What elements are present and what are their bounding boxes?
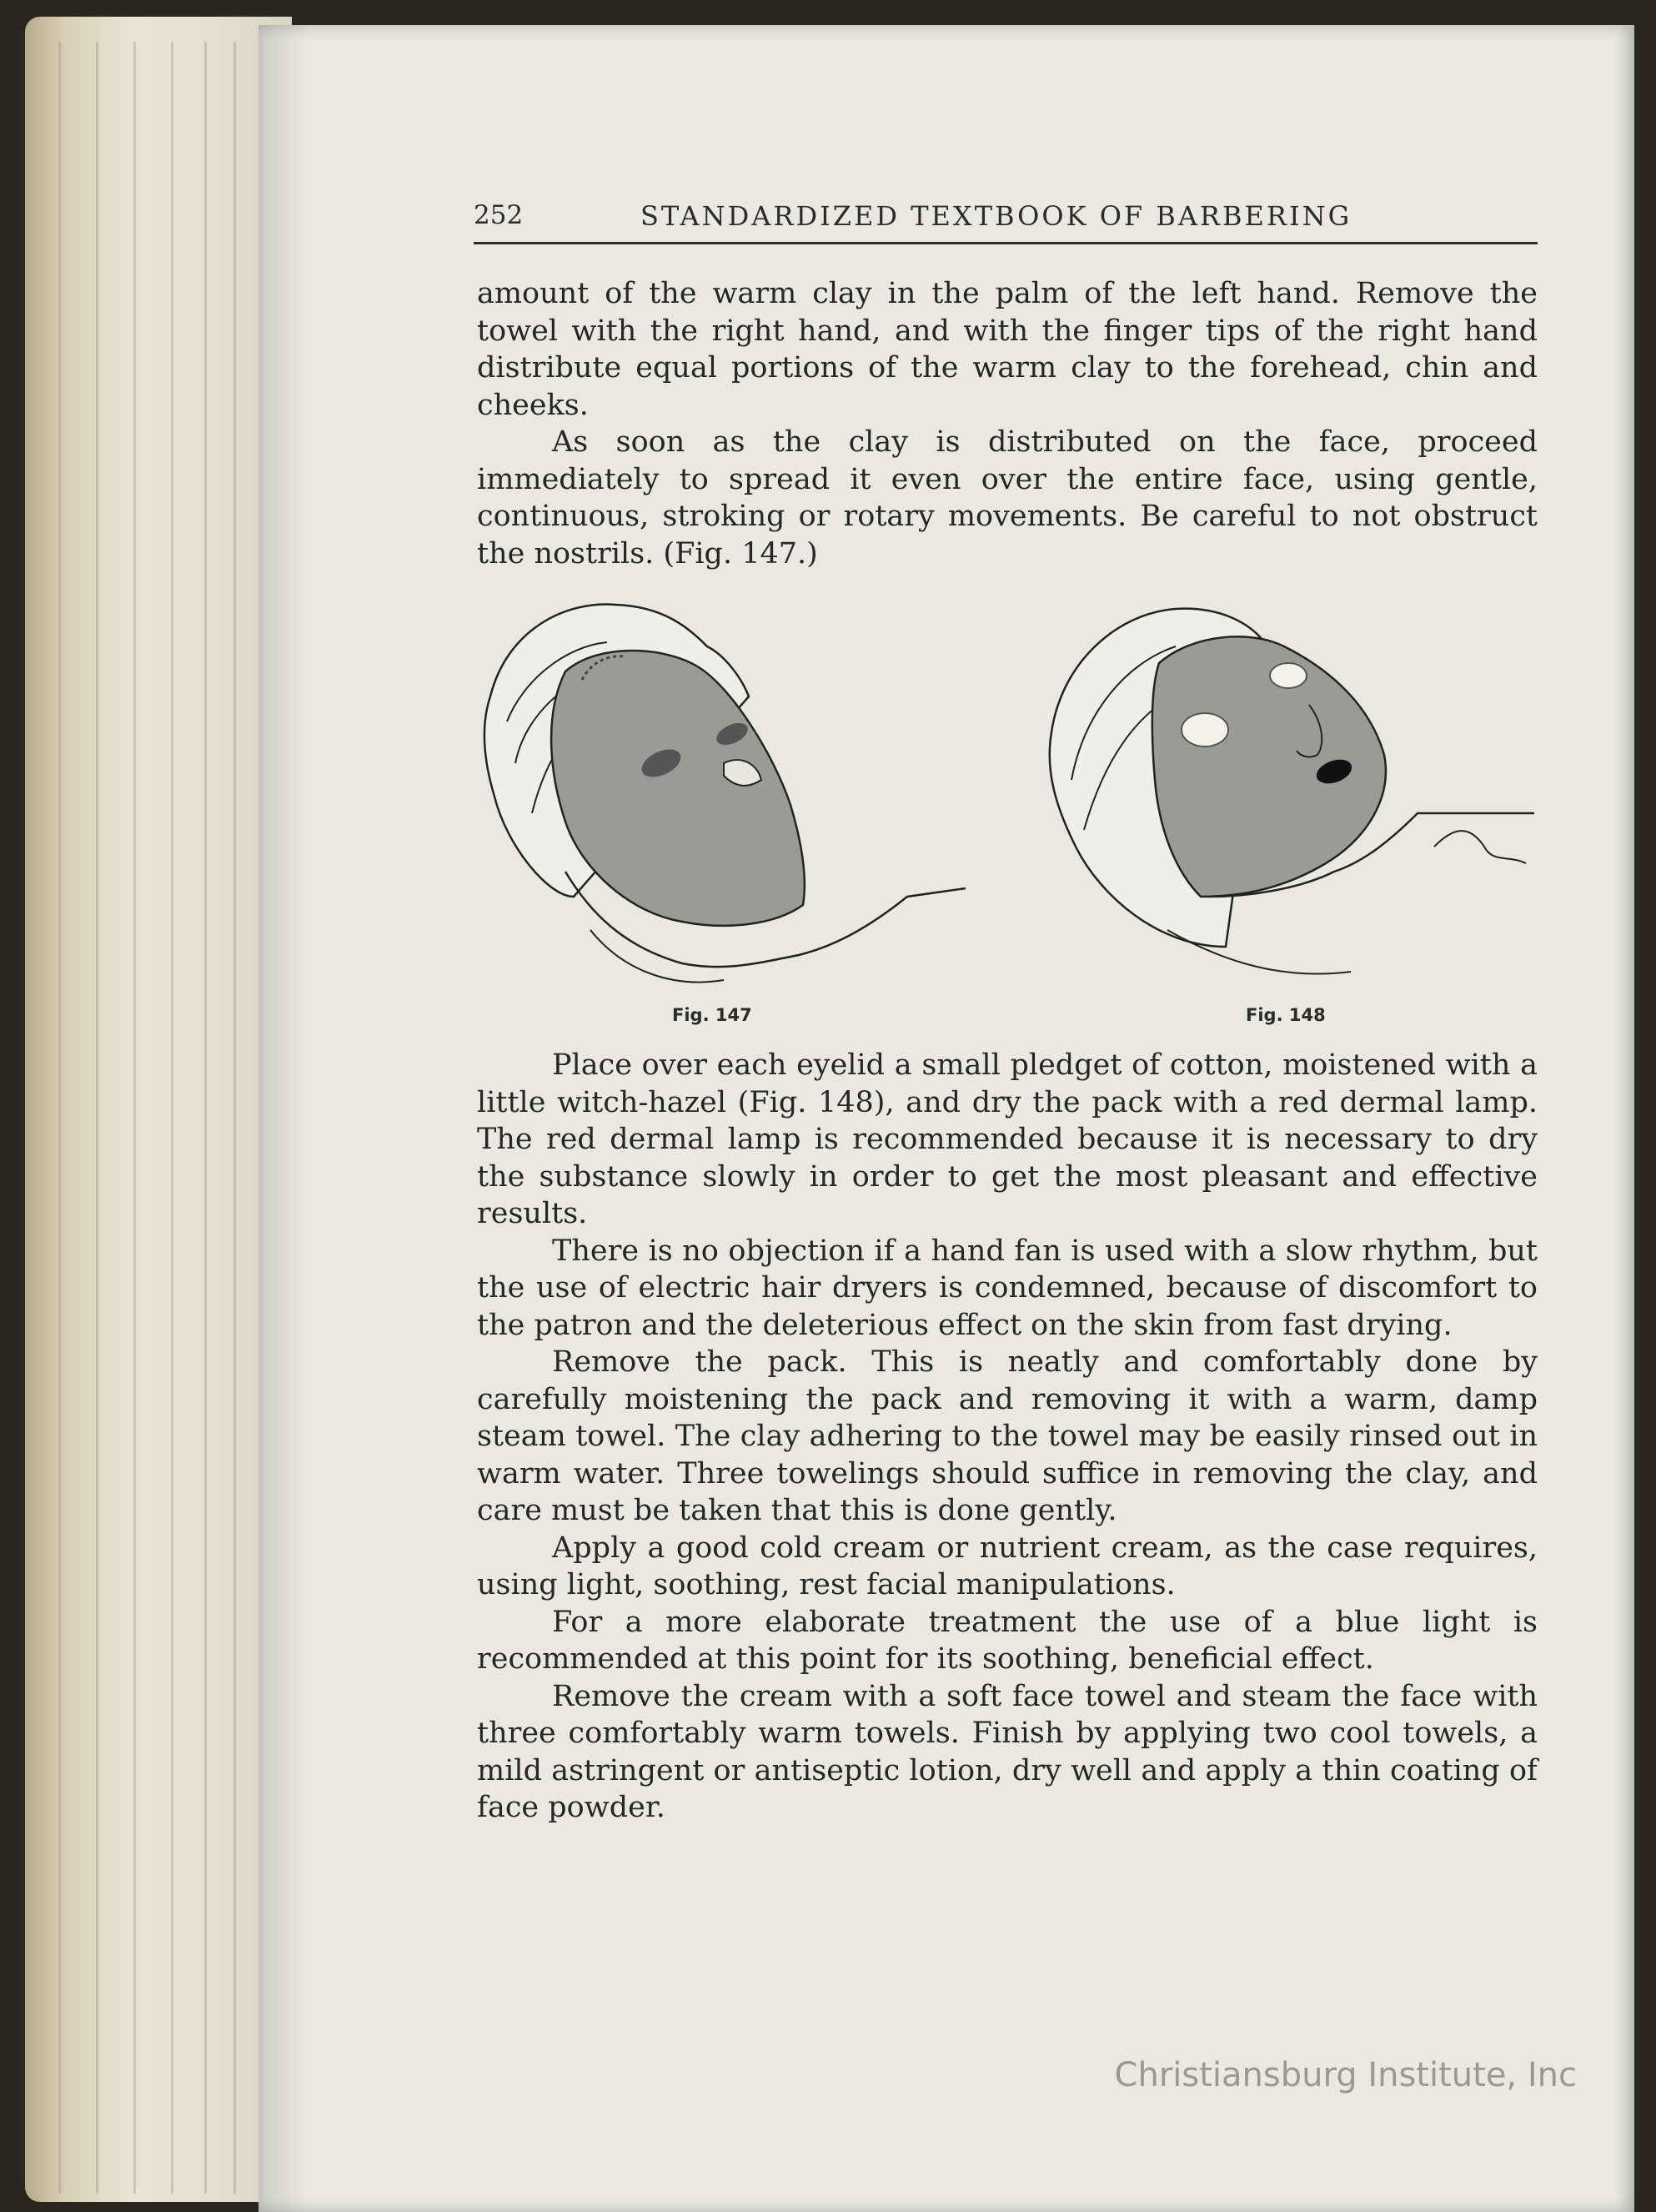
running-title: STANDARDIZED TEXTBOOK OF BARBERING <box>640 200 1352 232</box>
paragraph: For a more elaborate treatment the use of a blue light is recommended at this point for its soothing, beneficial effect. <box>477 1605 1538 1676</box>
running-header <box>474 199 1538 244</box>
page-edge-line <box>233 42 236 2194</box>
gutter-shadow <box>258 25 309 2212</box>
paragraph: Apply a good cold cream or nutrient cream, as the case requires, using light, soothing, rest facial manipulations. <box>477 1531 1538 1601</box>
paragraph: Remove the cream with a soft face towel and steam the face with three comfortably warm towels. Finish by applying two cool towels, a mild astringent or antiseptic lotion, dry well and apply a thin coating of face powder. <box>477 1679 1538 1824</box>
paragraph: As soon as the clay is distributed on the face, proceed immediately to spread it even over the entire face, using gentle, continuous, stroking or rotary movements. Be careful to not obstruct the nostrils. (Fig. 147.) <box>477 425 1538 571</box>
body-text-top <box>477 275 1538 572</box>
watermark: Christiansburg Institute, Inc <box>1114 2056 1577 2094</box>
page-edge-line <box>204 42 207 2194</box>
cotton-pledget-left <box>1182 713 1228 747</box>
page-edge-line <box>96 42 98 2194</box>
figure-147-caption: Fig. 147 <box>672 1005 752 1025</box>
collar-line <box>590 930 724 983</box>
page-edge-line <box>133 42 136 2194</box>
paragraph: There is no objection if a hand fan is used with a slow rhythm, but the use of electric hair dryers is condemned, because of discomfort to the patron and the deleterious effect on the skin from fast drying. <box>477 1234 1538 1342</box>
cotton-pledget-right <box>1270 663 1307 688</box>
paragraph: Place over each eyelid a small pledget of cotton, moistened with a little witch-hazel (Fig. 148), and dry the pack with a red dermal lamp. The red dermal lamp is recommended because it is necessary to dry the substance slowly in order to get the most pleasant and effective results. <box>477 1048 1538 1230</box>
sheet-fold <box>1434 831 1526 863</box>
page-edge-line <box>171 42 173 2194</box>
page-number: 252 <box>474 200 524 230</box>
paragraph: Remove the pack. This is neatly and comfortably done by carefully moistening the pack and removing it with a warm, damp steam towel. The clay adhering to the towel may be easily rinsed out in warm water. Three towelings should suffice in removing the clay, and care must be taken that this is done gently. <box>477 1345 1538 1527</box>
page-edge-line <box>58 42 61 2194</box>
figure-148-illustration <box>1034 596 1543 997</box>
figure-147-illustration <box>474 596 974 997</box>
body-text-bottom <box>477 1047 1538 1827</box>
paragraph: amount of the warm clay in the palm of the left hand. Remove the towel with the right hand, and with the finger tips of the right hand distribute equal portions of the warm clay to the forehead, chin and cheeks. <box>477 277 1538 422</box>
clay-covered-face <box>551 651 805 926</box>
stacked-page-edges <box>25 17 292 2202</box>
figure-148-caption: Fig. 148 <box>1246 1005 1326 1025</box>
